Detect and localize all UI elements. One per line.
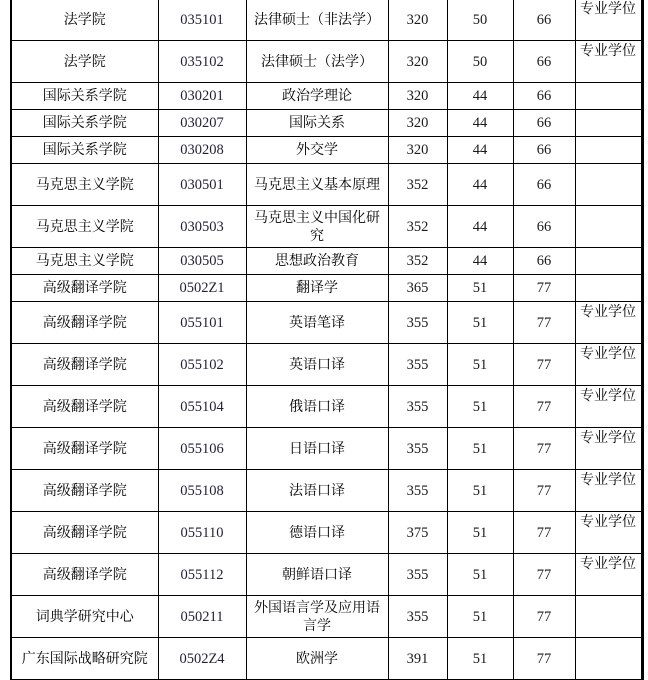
s150-text: 77: [536, 650, 552, 667]
major-text: 法律硕士（法学）: [261, 53, 373, 70]
major-name-cell: [246, 0, 388, 41]
major-code-cell: [158, 110, 246, 137]
total-text: 365: [406, 280, 429, 296]
single-subject-150-cell: [513, 0, 575, 41]
major-code-cell: [158, 386, 246, 428]
school-cell: [11, 275, 158, 302]
note-cell: [575, 248, 642, 275]
s100-text: 50: [472, 11, 488, 28]
school-cell: [11, 206, 158, 248]
major-code-cell: [158, 512, 246, 554]
single-subject-150-cell: [513, 248, 575, 275]
note-text: 专业学位: [580, 346, 636, 362]
total-score-cell: [388, 386, 447, 428]
school-text: 高级翻译学院: [42, 356, 127, 373]
total-score-cell: [388, 302, 447, 344]
total-text: 320: [406, 11, 429, 28]
school-cell: [11, 248, 158, 275]
s150-text: 77: [536, 566, 552, 583]
total-score-cell: [388, 470, 447, 512]
major-code-cell: [158, 344, 246, 386]
s100-text: 44: [472, 253, 488, 269]
code-text: 0502Z1: [179, 280, 225, 296]
code-text: 030505: [180, 253, 224, 269]
single-subject-100-cell: [447, 41, 513, 83]
school-text: 高级翻译学院: [42, 280, 127, 296]
major-code-cell: [158, 137, 246, 164]
single-subject-150-cell: [513, 41, 575, 83]
total-score-cell: [388, 275, 447, 302]
single-subject-150-cell: [513, 638, 575, 680]
major-code-cell: [158, 248, 246, 275]
major-name-cell: [246, 302, 388, 344]
total-text: 320: [406, 88, 429, 104]
s100-text: 44: [472, 176, 488, 193]
total-score-cell: [388, 248, 447, 275]
major-text: 英语口译: [289, 356, 345, 373]
s100-text: 51: [472, 608, 488, 625]
single-subject-100-cell: [447, 206, 513, 248]
single-subject-100-cell: [447, 428, 513, 470]
s150-text: 66: [536, 88, 552, 104]
note-cell: [575, 83, 642, 110]
major-text: 俄语口译: [289, 398, 345, 415]
s150-text: 66: [536, 142, 552, 158]
note-cell: [575, 137, 642, 164]
s100-text: 51: [472, 440, 488, 457]
total-score-cell: [388, 41, 447, 83]
code-text: 030208: [180, 142, 224, 158]
s100-text: 51: [472, 482, 488, 499]
major-text: 法语口译: [289, 482, 345, 499]
single-subject-150-cell: [513, 428, 575, 470]
major-code-cell: [158, 0, 246, 41]
total-text: 355: [406, 440, 429, 457]
note-cell: [575, 428, 642, 470]
total-text: 352: [406, 253, 429, 269]
total-text: 355: [406, 482, 429, 499]
single-subject-100-cell: [447, 554, 513, 596]
major-code-cell: [158, 596, 246, 638]
s100-text: 44: [472, 115, 488, 131]
total-text: 375: [406, 524, 429, 541]
note-text: 专业学位: [580, 1, 636, 17]
major-code-cell: [158, 41, 246, 83]
s150-text: 77: [536, 608, 552, 625]
major-name-cell: [246, 275, 388, 302]
major-text: 朝鲜语口译: [282, 566, 352, 583]
table-row: [11, 344, 642, 386]
note-cell: [575, 0, 642, 41]
total-text: 352: [406, 218, 429, 235]
note-text: 专业学位: [580, 430, 636, 446]
table-row: [11, 248, 642, 275]
major-name-cell: [246, 206, 388, 248]
s100-text: 50: [472, 53, 488, 70]
s150-text: 77: [536, 280, 552, 296]
single-subject-150-cell: [513, 83, 575, 110]
s150-text: 77: [536, 356, 552, 373]
school-cell: [11, 41, 158, 83]
school-cell: [11, 0, 158, 41]
school-text: 法学院: [63, 53, 106, 70]
table-body: [11, 0, 642, 680]
note-text: 专业学位: [580, 556, 636, 572]
single-subject-100-cell: [447, 512, 513, 554]
code-text: 030201: [180, 88, 224, 104]
table-row: [11, 110, 642, 137]
note-cell: [575, 386, 642, 428]
single-subject-100-cell: [447, 248, 513, 275]
single-subject-100-cell: [447, 470, 513, 512]
school-text: 高级翻译学院: [42, 482, 127, 499]
school-text: 马克思主义学院: [35, 253, 134, 269]
single-subject-150-cell: [513, 554, 575, 596]
single-subject-150-cell: [513, 206, 575, 248]
single-subject-150-cell: [513, 512, 575, 554]
note-text: 专业学位: [580, 388, 636, 404]
table-row: [11, 275, 642, 302]
major-name-cell: [246, 41, 388, 83]
single-subject-100-cell: [447, 386, 513, 428]
school-cell: [11, 470, 158, 512]
table-row: [11, 554, 642, 596]
table-row: [11, 302, 642, 344]
school-cell: [11, 344, 158, 386]
major-code-cell: [158, 83, 246, 110]
table-row: [11, 386, 642, 428]
major-code-cell: [158, 470, 246, 512]
total-score-cell: [388, 638, 447, 680]
single-subject-150-cell: [513, 302, 575, 344]
s100-text: 51: [472, 280, 488, 296]
note-cell: [575, 512, 642, 554]
school-text: 高级翻译学院: [42, 314, 127, 331]
note-cell: [575, 344, 642, 386]
s150-text: 77: [536, 440, 552, 457]
school-text: 国际关系学院: [42, 142, 127, 158]
single-subject-100-cell: [447, 83, 513, 110]
school-cell: [11, 110, 158, 137]
score-table-container: [10, 0, 641, 680]
total-score-cell: [388, 206, 447, 248]
major-code-cell: [158, 428, 246, 470]
total-text: 391: [406, 650, 429, 667]
major-name-cell: [246, 596, 388, 638]
s100-text: 51: [472, 398, 488, 415]
total-score-cell: [388, 512, 447, 554]
single-subject-100-cell: [447, 638, 513, 680]
s100-text: 51: [472, 650, 488, 667]
single-subject-150-cell: [513, 275, 575, 302]
total-text: 355: [406, 398, 429, 415]
s150-text: 77: [536, 398, 552, 415]
score-table: [10, 0, 644, 680]
major-text: 政治学理论: [282, 88, 352, 104]
major-text: 马克思主义基本原理: [254, 176, 380, 193]
single-subject-150-cell: [513, 137, 575, 164]
table-row: [11, 596, 642, 638]
school-text: 高级翻译学院: [42, 566, 127, 583]
total-score-cell: [388, 137, 447, 164]
code-text: 055106: [180, 440, 224, 457]
total-text: 355: [406, 566, 429, 583]
school-cell: [11, 638, 158, 680]
total-text: 352: [406, 176, 429, 193]
table-row: [11, 164, 642, 206]
school-text: 广东国际战略研究院: [21, 650, 148, 667]
code-text: 035102: [180, 53, 224, 70]
code-text: 030207: [180, 115, 224, 131]
major-name-cell: [246, 83, 388, 110]
single-subject-150-cell: [513, 164, 575, 206]
total-score-cell: [388, 0, 447, 41]
major-code-cell: [158, 554, 246, 596]
major-name-cell: [246, 110, 388, 137]
s150-text: 66: [536, 11, 552, 28]
single-subject-100-cell: [447, 164, 513, 206]
code-text: 055110: [180, 524, 224, 541]
note-text: 专业学位: [580, 304, 636, 320]
s150-text: 66: [536, 53, 552, 70]
major-text: 欧洲学: [296, 650, 338, 667]
s100-text: 44: [472, 142, 488, 158]
major-text: 德语口译: [289, 524, 345, 541]
single-subject-150-cell: [513, 344, 575, 386]
code-text: 055112: [180, 566, 224, 583]
s100-text: 51: [472, 524, 488, 541]
s150-text: 77: [536, 524, 552, 541]
total-text: 355: [406, 356, 429, 373]
major-code-cell: [158, 206, 246, 248]
major-text: 思想政治教育: [275, 253, 359, 269]
total-score-cell: [388, 83, 447, 110]
code-text: 055102: [180, 356, 224, 373]
table-row: [11, 206, 642, 248]
code-text: 0502Z4: [179, 650, 225, 667]
single-subject-100-cell: [447, 275, 513, 302]
note-cell: [575, 554, 642, 596]
total-score-cell: [388, 164, 447, 206]
s150-text: 66: [536, 176, 552, 193]
total-score-cell: [388, 554, 447, 596]
s100-text: 51: [472, 314, 488, 331]
note-cell: [575, 110, 642, 137]
table-row: [11, 428, 642, 470]
major-text: 日语口译: [289, 440, 345, 457]
school-cell: [11, 164, 158, 206]
major-name-cell: [246, 512, 388, 554]
school-text: 高级翻译学院: [42, 524, 127, 541]
school-text: 国际关系学院: [42, 88, 127, 104]
major-text: 外交学: [296, 142, 338, 158]
school-text: 国际关系学院: [42, 115, 127, 131]
note-cell: [575, 41, 642, 83]
total-score-cell: [388, 428, 447, 470]
major-name-cell: [246, 554, 388, 596]
note-cell: [575, 638, 642, 680]
s150-text: 66: [536, 218, 552, 235]
major-name-cell: [246, 248, 388, 275]
note-cell: [575, 206, 642, 248]
s100-text: 51: [472, 566, 488, 583]
code-text: 055101: [180, 314, 224, 331]
s100-text: 44: [472, 218, 488, 235]
school-cell: [11, 428, 158, 470]
major-name-cell: [246, 386, 388, 428]
table-row: [11, 137, 642, 164]
major-text: 马克思主义中国化研究: [254, 209, 380, 244]
table-row: [11, 512, 642, 554]
single-subject-150-cell: [513, 470, 575, 512]
major-name-cell: [246, 428, 388, 470]
single-subject-150-cell: [513, 596, 575, 638]
school-cell: [11, 302, 158, 344]
note-text: 专业学位: [580, 43, 636, 59]
single-subject-100-cell: [447, 0, 513, 41]
note-cell: [575, 164, 642, 206]
s150-text: 77: [536, 482, 552, 499]
code-text: 035101: [180, 11, 224, 28]
school-cell: [11, 386, 158, 428]
table-row: [11, 0, 642, 41]
total-score-cell: [388, 596, 447, 638]
school-text: 法学院: [63, 11, 106, 28]
total-text: 355: [406, 314, 429, 331]
s150-text: 66: [536, 253, 552, 269]
table-row: [11, 638, 642, 680]
note-text: 专业学位: [580, 472, 636, 488]
s100-text: 51: [472, 356, 488, 373]
major-name-cell: [246, 164, 388, 206]
table-row: [11, 41, 642, 83]
note-text: 专业学位: [580, 514, 636, 530]
single-subject-150-cell: [513, 386, 575, 428]
school-text: 高级翻译学院: [42, 440, 127, 457]
single-subject-100-cell: [447, 137, 513, 164]
major-text: 外国语言学及应用语言学: [254, 599, 380, 634]
total-score-cell: [388, 110, 447, 137]
school-text: 高级翻译学院: [42, 398, 127, 415]
major-name-cell: [246, 344, 388, 386]
note-cell: [575, 596, 642, 638]
single-subject-100-cell: [447, 302, 513, 344]
total-text: 320: [406, 53, 429, 70]
code-text: 030503: [180, 218, 224, 235]
school-text: 词典学研究中心: [35, 608, 134, 625]
major-name-cell: [246, 137, 388, 164]
major-code-cell: [158, 302, 246, 344]
major-code-cell: [158, 638, 246, 680]
table-row: [11, 470, 642, 512]
school-cell: [11, 137, 158, 164]
total-text: 320: [406, 115, 429, 131]
code-text: 050211: [180, 608, 224, 625]
school-cell: [11, 596, 158, 638]
major-code-cell: [158, 164, 246, 206]
single-subject-150-cell: [513, 110, 575, 137]
total-score-cell: [388, 344, 447, 386]
note-cell: [575, 275, 642, 302]
table-row: [11, 83, 642, 110]
total-text: 355: [406, 608, 429, 625]
single-subject-100-cell: [447, 596, 513, 638]
single-subject-100-cell: [447, 110, 513, 137]
s150-text: 77: [536, 314, 552, 331]
major-text: 法律硕士（非法学）: [254, 11, 380, 28]
code-text: 055104: [180, 398, 224, 415]
major-name-cell: [246, 638, 388, 680]
code-text: 030501: [180, 176, 224, 193]
school-text: 马克思主义学院: [35, 176, 134, 193]
major-text: 国际关系: [289, 115, 345, 131]
major-name-cell: [246, 470, 388, 512]
school-cell: [11, 83, 158, 110]
s150-text: 66: [536, 115, 552, 131]
note-cell: [575, 302, 642, 344]
major-text: 英语笔译: [289, 314, 345, 331]
s100-text: 44: [472, 88, 488, 104]
major-code-cell: [158, 275, 246, 302]
note-cell: [575, 470, 642, 512]
school-text: 马克思主义学院: [35, 218, 134, 235]
total-text: 320: [406, 142, 429, 158]
major-text: 翻译学: [296, 280, 338, 296]
school-cell: [11, 512, 158, 554]
single-subject-100-cell: [447, 344, 513, 386]
code-text: 055108: [180, 482, 224, 499]
school-cell: [11, 554, 158, 596]
